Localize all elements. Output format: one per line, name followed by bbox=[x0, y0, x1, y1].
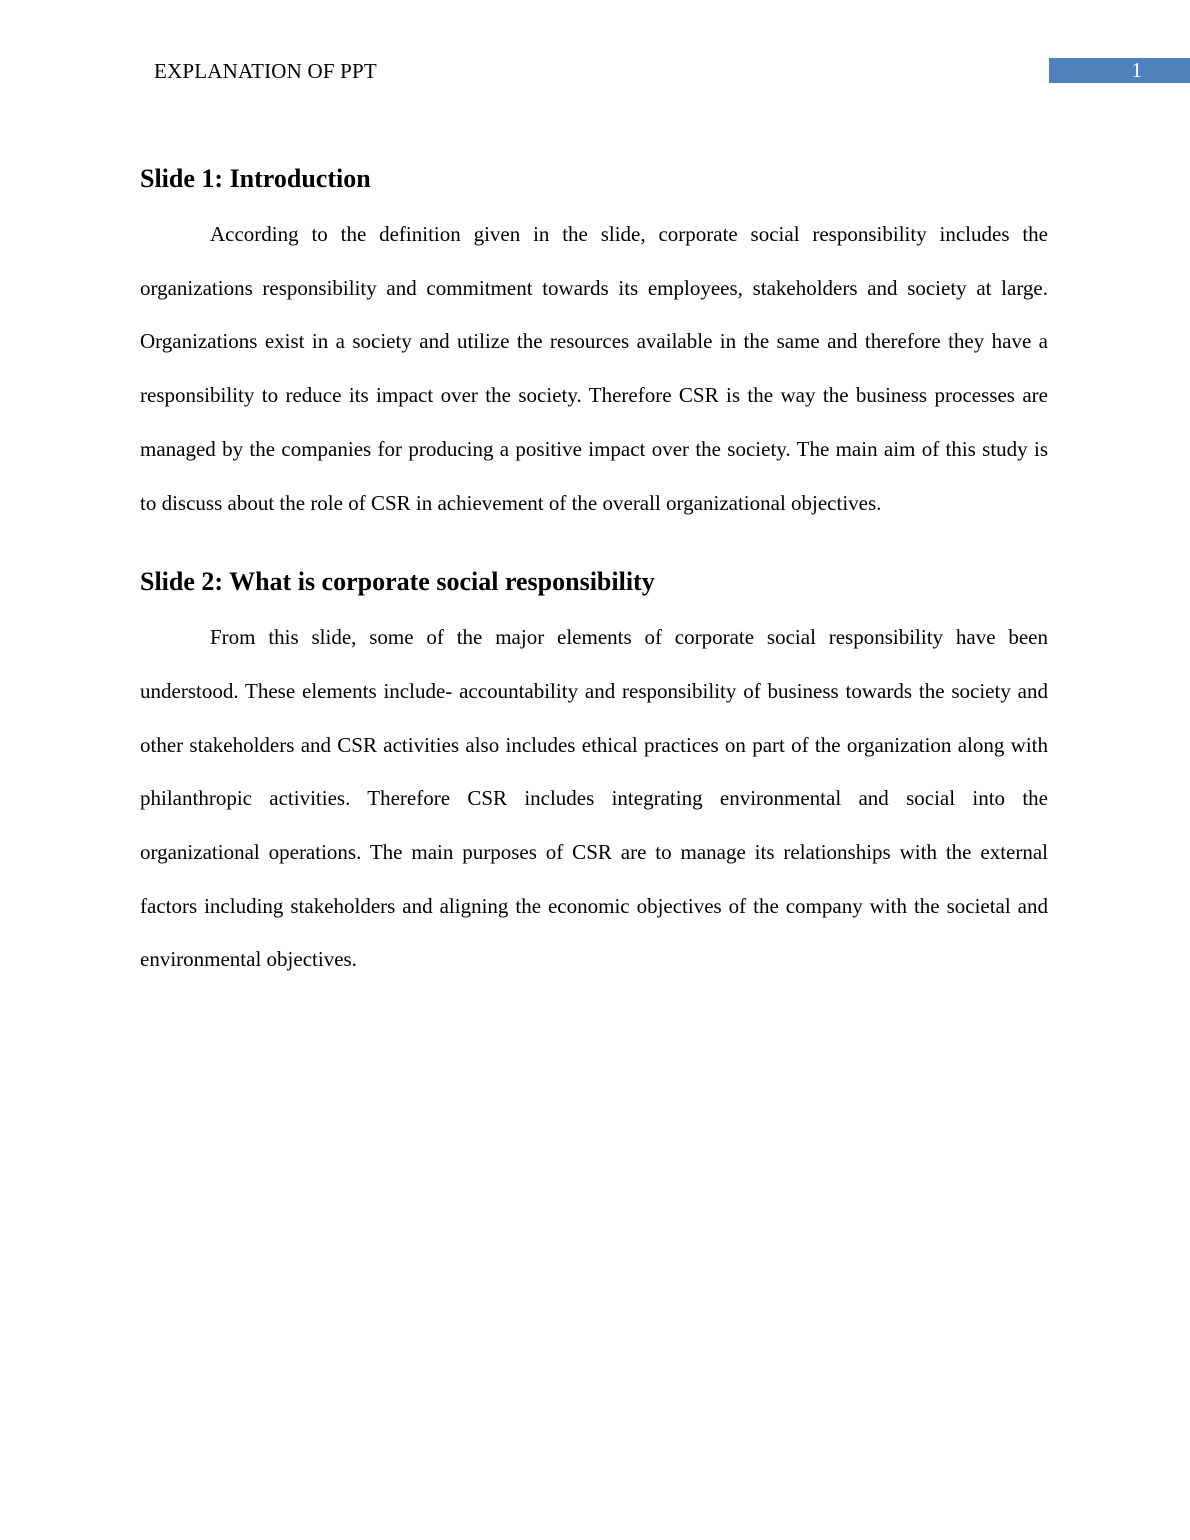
section-paragraph-what-is-csr: From this slide, some of the major elements of corporate social responsibility have been understood. These elements include- accountability and responsibility of business towards the society and other stakeholders and CSR activities also includes ethical practices on part of the organization along with philanthropic activities. Therefore CSR includes integrating environmental and social into the organizational operations. The main purposes of CSR are to manage its relationships with the external factors including stakeholders and aligning the economic objectives of the company with the societal and environmental objectives. bbox=[140, 625, 1048, 972]
document-body bbox=[140, 160, 1048, 987]
section-heading-what-is-csr: Slide 2: What is corporate social responsibility bbox=[140, 567, 655, 597]
section-heading-introduction: Slide 1: Introduction bbox=[140, 164, 371, 193]
running-head: EXPLANATION OF PPT bbox=[154, 59, 377, 83]
section-paragraph-introduction: According to the definition given in the slide, corporate social responsibility includes the organizations responsibility and commitment towards its employees, stakeholders and society at large. Organizations exist in a society and utilize the resources available in the same and therefore they have a responsibility to reduce its impact over the society. Therefore CSR is the way the business processes are managed by the companies for producing a positive impact over the society. The main aim of this study is to discuss about the role of CSR in achievement of the overall organizational objectives. bbox=[140, 222, 1048, 515]
page-number: 1 bbox=[1131, 58, 1142, 82]
page-number-bar bbox=[1049, 58, 1190, 83]
